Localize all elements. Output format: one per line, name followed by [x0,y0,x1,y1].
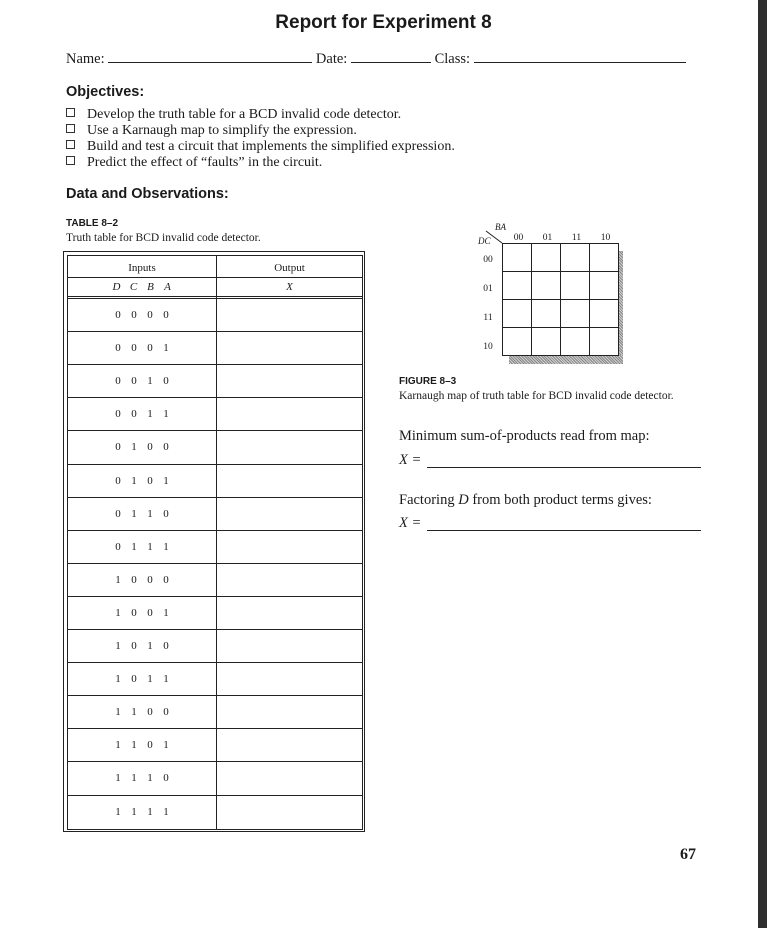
table-row [68,309,216,321]
kmap-col-label: 01 [542,233,553,243]
table-row [68,772,216,784]
input-value: 1 [163,408,169,421]
kmap-row-label: 10 [483,342,493,352]
input-value: 1 [131,441,137,454]
kmap-col-label: 00 [513,233,524,243]
objectives-list [66,107,455,171]
kmap-cell[interactable] [560,299,590,328]
output-cell[interactable] [217,663,362,695]
kmap-cell[interactable] [502,299,532,328]
input-value: 0 [147,606,153,619]
input-value: 1 [147,375,153,388]
input-value: 0 [115,342,121,355]
kmap-row-label: 01 [483,284,493,294]
table-header-row [68,259,362,277]
input-value: 0 [147,573,153,586]
table-row [68,375,216,387]
objective-item: Use a Karnaugh map to simplify the expression. [66,123,455,139]
output-cell[interactable] [217,498,362,530]
kmap-cell[interactable] [589,327,619,356]
output-cell[interactable] [217,762,362,794]
input-value: 0 [131,673,137,686]
input-value: 0 [131,640,137,652]
table-caption: Truth table for BCD invalid code detector. [66,232,261,244]
input-value: 0 [163,772,169,785]
input-value: 0 [163,573,169,586]
question-2: Factoring D from both product terms gives: [399,492,652,508]
equation-label-2: X = [399,515,422,531]
input-value: 1 [131,706,137,719]
input-value: 0 [115,408,121,421]
page-number: 67 [680,846,696,863]
kmap-cell[interactable] [502,271,532,300]
output-cell[interactable] [217,531,362,563]
input-value: 1 [131,507,137,520]
table-row [68,408,216,420]
table-row [68,508,216,520]
input-value: 1 [147,805,153,818]
output-cell[interactable] [217,299,362,331]
input-value: 0 [147,309,153,321]
input-value: 1 [163,739,169,752]
input-value: 0 [115,474,121,487]
kmap-col-label: 11 [571,233,582,243]
answer-line-2[interactable] [427,530,701,531]
checkbox-icon [66,140,75,149]
output-cell[interactable] [217,696,362,728]
kmap-cell[interactable] [560,243,590,272]
table-row [68,475,216,487]
input-value: 1 [131,739,137,752]
kmap-row-label: 11 [483,313,493,323]
input-value: 0 [131,375,137,388]
input-value: 0 [163,309,169,321]
figure-caption: Karnaugh map of truth table for BCD invalid code detector. [399,390,674,402]
input-vars: D C B A [112,281,171,293]
equation-label-1: X = [399,452,422,468]
kmap-cell[interactable] [531,243,561,272]
date-field[interactable] [351,50,431,63]
figure-caption-id: FIGURE 8–3 [399,376,457,387]
kmap-cell[interactable] [502,327,532,356]
class-field[interactable] [474,50,686,63]
output-cell[interactable] [217,729,362,761]
output-cell[interactable] [217,597,362,629]
input-value: 1 [163,805,169,818]
input-value: 0 [147,739,153,752]
input-value: 1 [131,474,137,487]
input-value: 0 [131,606,137,619]
table-row [68,541,216,553]
kmap-cell[interactable] [589,243,619,272]
info-row [66,50,686,68]
kmap-cell[interactable] [589,271,619,300]
input-value: 1 [115,739,121,752]
objective-item: Build and test a circuit that implements the simplified expression. [66,139,455,155]
input-value: 0 [115,540,121,553]
kmap-row-label: 00 [483,255,493,265]
output-cell[interactable] [217,796,362,828]
page-edge-bar [758,0,767,928]
table-row [68,574,216,586]
kmap-grid [502,243,618,355]
input-value: 1 [163,474,169,487]
input-value: 0 [163,441,169,454]
input-value: 0 [147,474,153,487]
output-header: Output [274,262,305,274]
input-value: 1 [147,507,153,520]
input-value: 1 [163,342,169,355]
table-row [68,739,216,751]
kmap-cell[interactable] [560,271,590,300]
input-value: 1 [163,540,169,553]
input-value: 0 [147,441,153,454]
kmap-cell[interactable] [589,299,619,328]
input-value: 0 [131,408,137,421]
input-value: 1 [147,408,153,421]
input-value: 1 [131,540,137,553]
input-value: 0 [115,309,121,321]
output-cell[interactable] [217,465,362,497]
class-label: Class: [434,51,471,67]
table-row [68,806,216,818]
table-row [68,640,216,652]
input-value: 1 [115,772,121,785]
objective-item: Predict the effect of “faults” in the circuit. [66,155,455,171]
input-value: 1 [115,673,121,686]
input-value: 0 [163,507,169,520]
name-label: Name: [66,51,105,67]
input-value: 0 [163,375,169,388]
checkbox-icon [66,124,75,133]
input-value: 1 [131,772,137,785]
output-cell[interactable] [217,630,362,662]
table-row [68,607,216,619]
kmap-cell[interactable] [502,243,532,272]
objectives-heading: Objectives: [66,84,145,100]
truth-table [63,251,365,832]
date-label: Date: [315,51,348,67]
answer-line-1[interactable] [427,467,701,468]
input-value: 1 [115,706,121,719]
output-var: X [286,281,293,293]
input-value: 0 [131,573,137,586]
input-value: 1 [115,573,121,586]
input-value: 0 [131,342,137,355]
kmap-diagonal-line [484,230,504,244]
input-value: 0 [147,342,153,355]
input-value: 1 [131,805,137,818]
kmap-shadow [509,355,623,364]
input-value: 0 [115,507,121,520]
table-row [68,441,216,453]
output-cell[interactable] [217,564,362,596]
kmap-col-label: 10 [600,233,611,243]
input-value: 1 [115,606,121,619]
input-value: 1 [147,540,153,553]
kmap-cell[interactable] [531,327,561,356]
truth-table-inner [67,255,363,830]
data-heading: Data and Observations: [66,186,229,202]
input-value: 1 [147,640,153,652]
input-value: 1 [147,772,153,785]
kmap-cell[interactable] [560,327,590,356]
input-value: 1 [163,606,169,619]
table-row [68,706,216,718]
table-caption-id: TABLE 8–2 [66,218,119,229]
table-var-row [68,278,362,296]
output-cell[interactable] [217,365,362,397]
table-row [68,342,216,354]
inputs-header: Inputs [128,262,156,274]
input-value: 0 [131,309,137,321]
table-row [68,673,216,685]
output-cell[interactable] [217,431,362,463]
output-cell[interactable] [217,398,362,430]
kmap-cell[interactable] [531,299,561,328]
input-value: 0 [147,706,153,719]
input-value: 0 [163,706,169,719]
kmap-cell[interactable] [531,271,561,300]
kmap-col-var: BA [495,222,506,232]
objective-item: Develop the truth table for a BCD invalid code detector. [66,107,455,123]
input-value: 1 [115,805,121,818]
input-value: 1 [115,640,121,652]
checkbox-icon [66,156,75,165]
page-title: Report for Experiment 8 [275,12,492,33]
question-1: Minimum sum-of-products read from map: [399,428,650,444]
input-value: 0 [163,640,169,652]
input-value: 0 [115,375,121,388]
output-cell[interactable] [217,332,362,364]
input-value: 0 [115,441,121,454]
name-field[interactable] [108,50,312,63]
input-value: 1 [163,673,169,686]
input-value: 1 [147,673,153,686]
kmap-row-var: DC [478,236,491,246]
checkbox-icon [66,108,75,117]
